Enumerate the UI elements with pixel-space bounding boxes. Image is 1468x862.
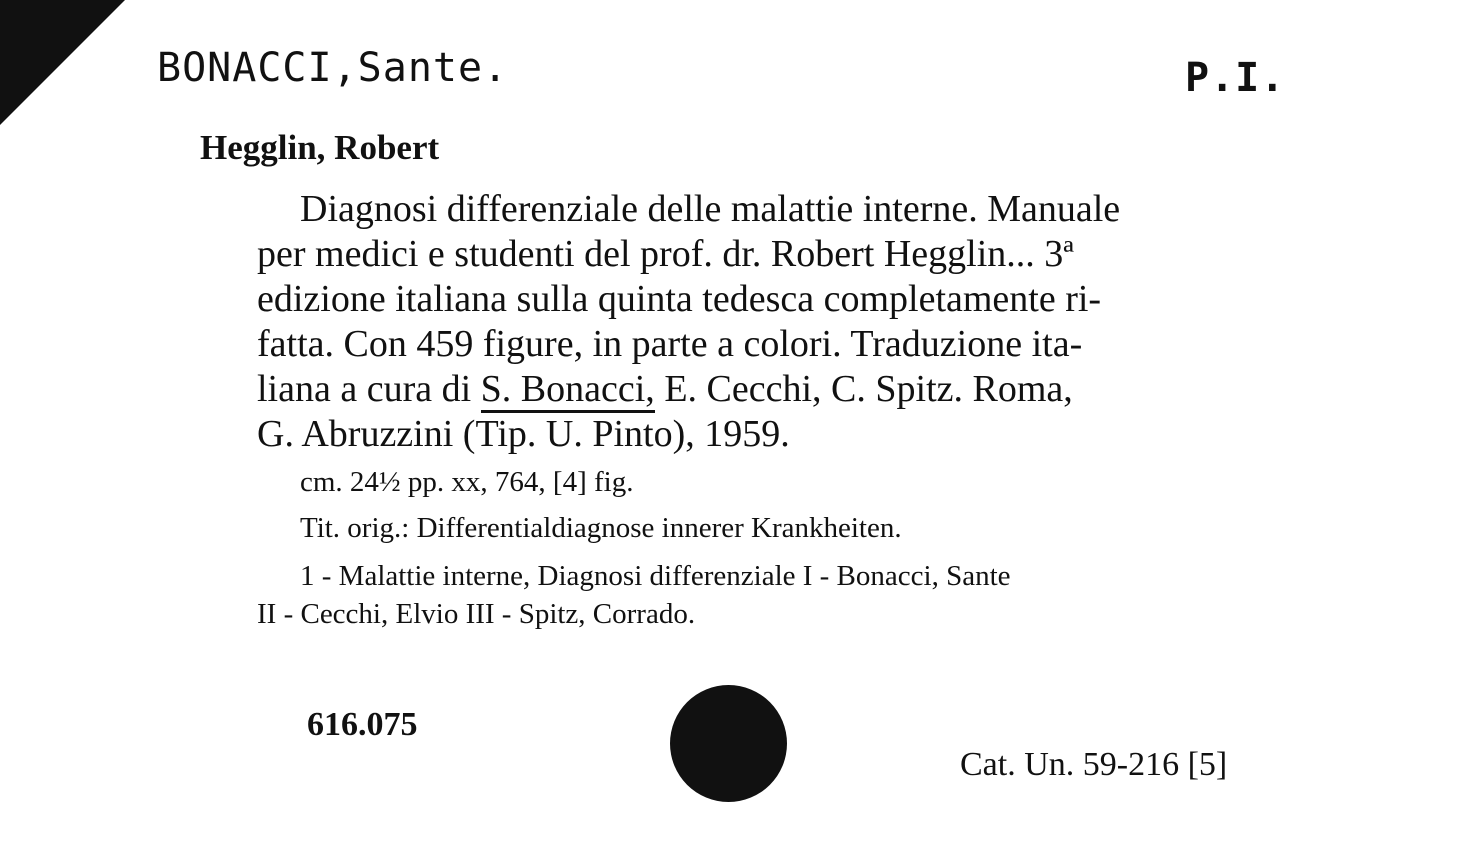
typed-heading-name: BONACCI,Sante. [157,45,509,91]
typed-code: P.I. [1185,55,1286,101]
body-line-4: fatta. Con 459 figure, in parte a colori. Traduzione ita- [257,323,1083,365]
catalog-reference: Cat. Un. 59-216 [5] [960,746,1228,783]
author-heading: Hegglin, Robert [200,128,440,167]
card-corner-cut [0,0,125,125]
body-line-5 [257,370,1073,408]
body-line-2: per medici e studenti del prof. dr. Robert Hegglin... 3ª [257,233,1074,275]
body-line-6: G. Abruzzini (Tip. U. Pinto), 1959. [257,413,790,455]
classification-number: 616.075 [307,706,418,743]
underlined-translator: S. Bonacci, [481,368,655,413]
tracing-line-2: II - Cecchi, Elvio III - Spitz, Corrado. [257,598,696,630]
body-line-3: edizione italiana sulla quinta tedesca completamente ri- [257,278,1102,320]
punch-hole [670,685,787,802]
body-line-1: Diagnosi differenziale delle malattie interne. Manuale [300,188,1121,230]
original-title: Tit. orig.: Differentialdiagnose innerer Krankheiten. [300,512,902,544]
tracing-line-1: 1 - Malattie interne, Diagnosi differenziale I - Bonacci, Sante [300,560,1011,592]
body-line-5-end: E. Cecchi, C. Spitz. Roma, [654,368,1073,410]
collation: cm. 24½ pp. xx, 764, [4] fig. [300,466,634,498]
body-line-5-start: liana a cura di [257,368,472,410]
